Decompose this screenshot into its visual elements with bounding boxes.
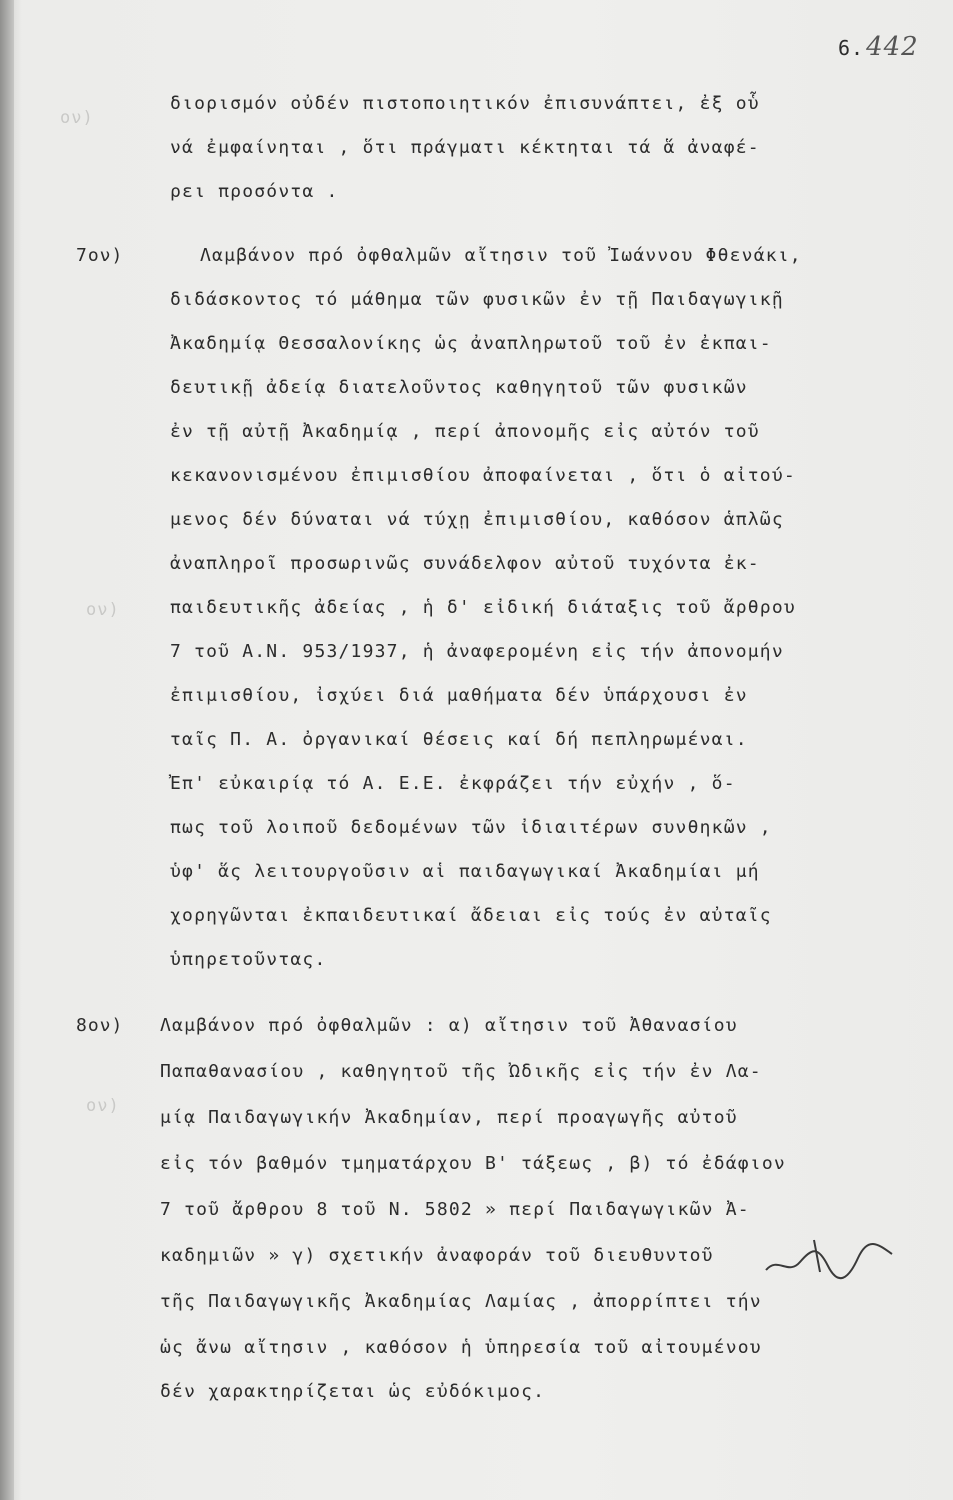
- text-line: ὑπηρετοῦντας.: [170, 949, 327, 970]
- text-line: κεκανονισμένου ἐπιμισθίου ἀποφαίνεται , ὅτι ὁ αἰτού-: [170, 465, 796, 486]
- bleed-through-mark: ον): [60, 108, 94, 128]
- handwritten-page-annotation: 442: [866, 32, 919, 62]
- text-line: Ἐπ' εὐκαιρίᾳ τό Α. Ε.Ε. ἐκφράζει τήν εὐχήν , ὅ-: [170, 773, 736, 794]
- text-line: ὑφ' ἅς λειτουργοῦσιν αἱ παιδαγωγικαί Ἀκαδημίαι μή: [170, 861, 760, 882]
- text-line: 7 τοῦ Α.Ν. 953/1937, ἡ ἀναφερομένη εἰς τήν ἀπονομήν: [170, 641, 784, 662]
- text-line: διδάσκοντος τό μάθημα τῶν φυσικῶν ἐν τῇ Παιδαγωγικῇ: [170, 289, 784, 310]
- text-line: ἐπιμισθίου, ἰσχύει διά μαθήματα δέν ὑπάρχουσι ἐν: [170, 685, 748, 706]
- text-line: Λαμβάνον πρό ὀφθαλμῶν : α) αἴτησιν τοῦ Ἀθανασίου: [160, 1015, 738, 1036]
- text-line: ἐν τῇ αὐτῇ Ἀκαδημίᾳ , περί ἀπονομῆς εἰς αὐτόν τοῦ: [170, 421, 760, 442]
- page-number-text: 6.: [838, 36, 865, 60]
- text-line: Παπαθανασίου , καθηγητοῦ τῆς Ὠδικῆς εἰς τήν ἐν Λα-: [160, 1061, 762, 1082]
- text-line: μενος δέν δύναται νά τύχῃ ἐπιμισθίου, καθόσον ἁπλῶς: [170, 509, 784, 530]
- text-line: καδημιῶν » γ) σχετικήν ἀναφοράν τοῦ διευθυντοῦ: [160, 1245, 714, 1266]
- paragraph-marker: 8ον): [76, 1015, 124, 1036]
- bleed-through-mark: ον): [86, 600, 120, 620]
- text-line: Λαμβάνον πρό ὀφθαλμῶν αἴτησιν τοῦ Ἰωάννου Φθενάκι,: [200, 245, 802, 266]
- text-line: εἰς τόν βαθμόν τμηματάρχου Β' τάξεως , β) τό ἐδάφιον: [160, 1153, 786, 1174]
- handwritten-correction-mark: [758, 1236, 898, 1286]
- paragraph-marker: 7ον): [76, 245, 124, 266]
- text-line: μίᾳ Παιδαγωγικήν Ἀκαδημίαν, περί προαγωγῆς αὐτοῦ: [160, 1107, 738, 1128]
- bleed-through-mark: ον): [86, 1096, 120, 1116]
- binding-edge: [0, 0, 14, 1500]
- page-number: [838, 32, 919, 62]
- text-line: διορισμόν οὐδέν πιστοποιητικόν ἐπισυνάπτει, ἐξ οὗ: [170, 93, 760, 114]
- text-line: ταῖς Π. Α. ὀργανικαί θέσεις καί δή πεπληρωμέναι.: [170, 729, 748, 750]
- text-line: ρει προσόντα .: [170, 181, 339, 202]
- text-line: τῆς Παιδαγωγικῆς Ἀκαδημίας Λαμίας , ἀπορρίπτει τήν: [160, 1291, 762, 1312]
- text-line: δέν χαρακτηρίζεται ὡς εὐδόκιμος.: [160, 1381, 546, 1402]
- text-line: 7 τοῦ ἄρθρου 8 τοῦ Ν. 5802 » περί Παιδαγωγικῶν Ἀ-: [160, 1199, 750, 1220]
- text-line: ὡς ἄνω αἴτησιν , καθόσον ἡ ὑπηρεσία τοῦ αἰτουμένου: [160, 1337, 762, 1358]
- text-line: παιδευτικῆς ἀδείας , ἡ δ' εἰδική διάταξις τοῦ ἄρθρου: [170, 597, 796, 618]
- text-line: πως τοῦ λοιποῦ δεδομένων τῶν ἰδιαιτέρων συνθηκῶν ,: [170, 817, 772, 838]
- text-line: ἀναπληροῖ προσωρινῶς συνάδελφον αὐτοῦ τυχόντα ἐκ-: [170, 553, 760, 574]
- text-line: χορηγῶνται ἐκπαιδευτικαί ἄδειαι εἰς τούς ἐν αὐταῖς: [170, 905, 772, 926]
- archive-edge-stamp: [14, 1315, 70, 1375]
- text-line: δευτικῇ ἀδείᾳ διατελοῦντος καθηγητοῦ τῶν φυσικῶν: [170, 377, 748, 398]
- text-line: νά ἐμφαίνηται , ὅτι πράγματι κέκτηται τά ἅ ἀναφέ-: [170, 137, 760, 158]
- text-line: Ἀκαδημίᾳ Θεσσαλονίκης ὡς ἀναπληρωτοῦ τοῦ ἐν ἐκπαι-: [170, 333, 772, 354]
